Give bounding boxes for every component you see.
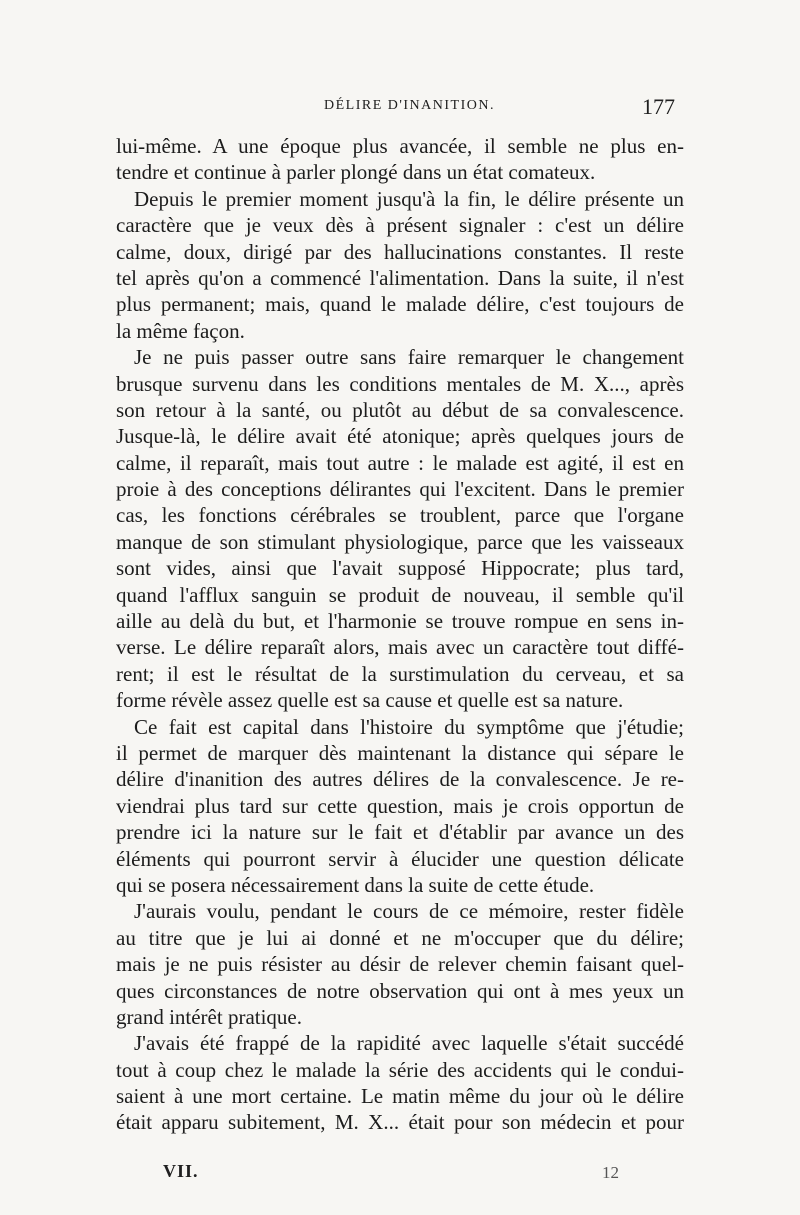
text-line: proie à des conceptions délirantes qui l'excitent. Dans le premier xyxy=(116,477,684,502)
page-number: 177 xyxy=(642,94,675,119)
paragraph-start-line: J'aurais voulu, pendant le cours de ce mémoire, rester fidèle xyxy=(134,899,684,924)
text-line: calme, doux, dirigé par des hallucinations constantes. Il reste xyxy=(116,239,684,264)
text-line: rent; il est le résultat de la surstimulation du cerveau, et sa xyxy=(116,661,684,686)
text-line: son retour à la santé, ou plutôt au début de sa convalescence. xyxy=(116,397,684,422)
text-line: caractère que je veux dès à présent signaler : c'est un délire xyxy=(116,213,684,238)
text-line: grand intérêt pratique. xyxy=(116,1004,303,1029)
text-line: aille au delà du but, et l'harmonie se trouve rompue en sens in- xyxy=(116,609,684,634)
text-line: sont vides, ainsi que l'avait supposé Hippocrate; plus tard, xyxy=(116,556,684,581)
text-line: Jusque-là, le délire avait été atonique; après quelques jours de xyxy=(116,424,684,449)
text-line: quand l'afflux sanguin se produit de nouveau, il semble qu'il xyxy=(116,582,684,607)
text-line: qui se posera nécessairement dans la suite de cette étude. xyxy=(116,872,595,897)
text-line: saient à une mort certaine. Le matin même du jour où le délire xyxy=(116,1084,684,1109)
text-line: éléments qui pourront servir à élucider une question délicate xyxy=(116,846,684,871)
body-text xyxy=(116,133,684,1136)
text-line: calme, il reparaît, mais tout autre : le malade est agité, il est en xyxy=(116,450,684,475)
text-line: il permet de marquer dès maintenant la distance qui sépare le xyxy=(116,740,684,765)
page-footer xyxy=(0,1161,800,1191)
paragraph-start-line: Je ne puis passer outre sans faire remarquer le changement xyxy=(134,345,684,370)
running-title: DÉLIRE D'INANITION. xyxy=(324,98,495,113)
running-head xyxy=(0,94,800,126)
paragraph-start-line: Depuis le premier moment jusqu'à la fin, le délire présente un xyxy=(134,186,684,211)
text-line: tel après qu'on a commencé l'alimentation. Dans la suite, il n'est xyxy=(116,265,684,290)
text-line: au titre que je lui ai donné et ne m'occuper que du délire; xyxy=(116,925,684,950)
signature-mark: VII. xyxy=(163,1161,199,1181)
text-line: verse. Le délire reparaît alors, mais avec un caractère tout diffé- xyxy=(116,635,684,660)
text-line: la même façon. xyxy=(116,318,245,343)
paragraph-start-line: J'avais été frappé de la rapidité avec laquelle s'était succédé xyxy=(134,1031,684,1056)
text-line: manque de son stimulant physiologique, parce que les vaisseaux xyxy=(116,529,684,554)
text-line: ques circonstances de notre observation qui ont à mes yeux un xyxy=(116,978,684,1003)
paragraph-start-line: Ce fait est capital dans l'histoire du symptôme que j'étudie; xyxy=(134,714,684,739)
text-line: était apparu subitement, M. X... était pour son médecin et pour xyxy=(116,1110,684,1135)
text-line: lui-même. A une époque plus avancée, il semble ne plus en- xyxy=(116,134,684,158)
text-line: tout à coup chez le malade la série des accidents qui le condui- xyxy=(116,1057,684,1082)
text-line: délire d'inanition des autres délires de la convalescence. Je re- xyxy=(116,767,684,792)
text-line: viendrai plus tard sur cette question, mais je crois opportun de xyxy=(116,793,684,818)
text-line: forme révèle assez quelle est sa cause et quelle est sa nature. xyxy=(116,688,624,713)
text-line: cas, les fonctions cérébrales se troublent, parce que l'organe xyxy=(116,503,684,528)
text-line: plus permanent; mais, quand le malade délire, c'est toujours de xyxy=(116,292,684,317)
text-line: mais je ne puis résister au désir de relever chemin faisant quel- xyxy=(116,952,684,977)
sheet-number: 12 xyxy=(602,1163,619,1182)
text-line: brusque survenu dans les conditions mentales de M. X..., après xyxy=(116,371,684,396)
text-line: tendre et continue à parler plongé dans un état comateux. xyxy=(116,160,596,185)
text-line: prendre ici la nature sur le fait et d'établir par avance un des xyxy=(116,820,684,845)
